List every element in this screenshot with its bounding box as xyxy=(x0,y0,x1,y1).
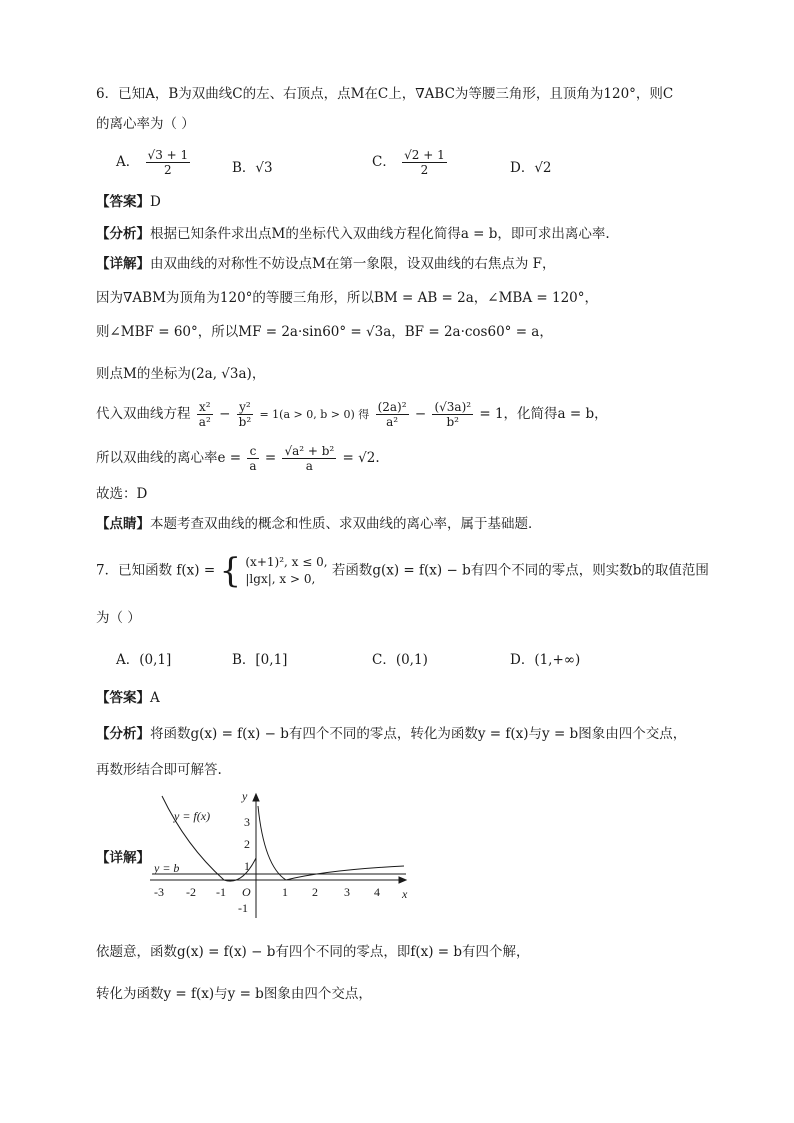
label-y-equals-b: y = b xyxy=(154,861,180,875)
q6-stem-line1: 6．已知A，B为双曲线C的左、右顶点，点M在C上，∇ABC为等腰三角形，且顶角为120°，则C xyxy=(96,86,674,102)
q6-detail6-fraction1 xyxy=(247,444,258,473)
q6-detail-line3: 则∠MBF = 60°，所以MF = 2a·sin60° = √3a，BF = 2a·cos60° = a， xyxy=(96,324,553,340)
q6-detail6-fraction2 xyxy=(282,444,336,473)
q6-detail5-fraction1 xyxy=(197,400,213,429)
xtick-neg3: -3 xyxy=(154,885,164,899)
q6-detail5-f1-den: a² xyxy=(198,415,211,429)
q7-analysis-tag: 【分析】 xyxy=(96,726,150,742)
q7-answer-value: A xyxy=(150,690,160,706)
q6-option-a-denominator: 2 xyxy=(164,163,172,177)
q7-option-d: D．(1,+∞) xyxy=(510,652,581,668)
curve-log xyxy=(258,806,404,880)
origin-label: O xyxy=(242,885,251,899)
q7-case-2: |lgx|, x > 0, xyxy=(245,572,316,586)
q6-option-a-fraction xyxy=(146,148,191,177)
q7-piecewise-brace: { xyxy=(219,551,242,591)
q6-detail5-minus1: − xyxy=(219,406,231,422)
q7-analysis-text: 将函数g(x) = f(x) − b有四个不同的零点，转化为函数y = f(x)与y = b图象由四个交点， xyxy=(150,726,687,742)
q7-stem-line1 xyxy=(96,551,709,591)
q6-detail5-f2-den: b² xyxy=(238,415,252,429)
q6-option-c-denominator: 2 xyxy=(420,163,429,177)
q7-detail-tag-line xyxy=(96,848,150,868)
q6-detail5-f2-num: y² xyxy=(237,400,254,415)
q6-detail-line6 xyxy=(96,444,380,473)
q6-detail-line4: 则点M的坐标为(2a, √3a)， xyxy=(96,366,266,382)
q7-stem-line2: 为（ ） xyxy=(96,610,141,626)
q6-analysis-text: 根据已知条件求出点M的坐标代入双曲线方程化简得a = b，即可求出离心率. xyxy=(150,226,610,242)
q6-point-text: 本题考查双曲线的概念和性质、求双曲线的离心率，属于基础题． xyxy=(150,516,542,532)
q6-detail5-fraction2 xyxy=(237,400,254,429)
q6-option-c xyxy=(372,148,449,177)
xtick-neg2: -2 xyxy=(186,885,196,899)
x-axis-label: x xyxy=(402,887,408,901)
q6-detail5-f4-den: b² xyxy=(446,415,459,429)
q7-detail-tag: 【详解】 xyxy=(96,850,150,866)
q6-detail5-f1-num: x² xyxy=(197,400,213,415)
q6-option-a-label: A． xyxy=(116,154,140,170)
q6-detail6-prefix: 所以双曲线的离心率e = xyxy=(96,450,242,466)
q7-option-a: A．(0,1] xyxy=(116,652,172,668)
ytick-2: 2 xyxy=(244,837,250,851)
q6-detail6-f2-num: √a² + b² xyxy=(284,444,335,458)
q6-detail-tag: 【详解】 xyxy=(96,256,150,272)
q6-detail-line5 xyxy=(96,400,608,429)
q7-analysis-line1 xyxy=(96,724,686,744)
label-y-equals-fx: y = f(x) xyxy=(174,809,211,823)
q6-answer xyxy=(96,192,161,212)
q6-detail5-minus2: − xyxy=(414,406,427,422)
q7-stem-prefix: 7．已知函数 f(x) = xyxy=(96,562,216,579)
q6-detail6-f1-num: c xyxy=(247,444,258,459)
q7-detail-line2: 转化为函数y = f(x)与y = b图象由四个交点， xyxy=(96,986,372,1002)
q6-detail-text1: 由双曲线的对称性不妨设点M在第一象限，设双曲线的右焦点为 F， xyxy=(150,256,556,272)
q7-case-1: (x+1)², x ≤ 0, xyxy=(245,555,328,569)
q6-option-a-numerator: √3 + 1 xyxy=(147,148,189,162)
q7-answer-tag: 【答案】 xyxy=(96,690,150,706)
q6-detail5-f4-num: (√3a)² xyxy=(434,400,472,414)
q6-detail6-f1-den: a xyxy=(249,459,257,473)
x-axis-arrow xyxy=(399,877,406,883)
xtick-3: 3 xyxy=(344,885,350,899)
q6-answer-value: D xyxy=(150,194,161,210)
q6-answer-tag: 【答案】 xyxy=(96,194,150,210)
q6-detail5-fraction4 xyxy=(432,400,473,429)
xtick-neg1: -1 xyxy=(216,885,226,899)
q6-point xyxy=(96,514,542,534)
q6-analysis-tag: 【分析】 xyxy=(96,226,150,242)
q6-detail6-f2-den: a xyxy=(305,459,313,473)
q7-detail-line1: 依题意，函数g(x) = f(x) − b有四个不同的零点，即f(x) = b有四个解， xyxy=(96,944,530,960)
q6-option-c-label: C． xyxy=(372,154,396,170)
q7-analysis-line2: 再数形结合即可解答. xyxy=(96,762,222,778)
q6-detail-line2: 因为∇ABM为顶角为120°的等腰三角形，所以BM = AB = 2a，∠MBA = 120°， xyxy=(96,290,598,306)
q6-detail5-suffix: = 1，化简得a = b， xyxy=(479,406,608,422)
q6-choose: 故选：D xyxy=(96,486,148,502)
q7-option-c: C．(0,1) xyxy=(372,652,428,668)
q7-option-b: B．[0,1] xyxy=(232,652,288,668)
q6-option-c-fraction xyxy=(402,148,447,177)
ytick-1: 1 xyxy=(244,859,250,873)
ytick-neg1: -1 xyxy=(238,901,248,915)
q6-point-tag: 【点睛】 xyxy=(96,516,150,532)
q7-piecewise-cases xyxy=(245,554,327,588)
q7-stem-suffix: 若函数g(x) = f(x) − b有四个不同的零点，则实数b的取值范围 xyxy=(331,562,709,579)
q6-option-c-numerator: √2 + 1 xyxy=(404,148,445,162)
q6-option-b: B．√3 xyxy=(232,160,273,176)
ytick-3: 3 xyxy=(244,815,250,829)
q6-detail5-fraction3 xyxy=(376,400,409,429)
y-axis-arrow xyxy=(253,794,259,801)
xtick-4: 4 xyxy=(374,885,380,899)
xtick-2: 2 xyxy=(312,885,318,899)
q6-detail5-equation-tail: = 1(a > 0, b > 0) 得 xyxy=(259,408,370,421)
q6-option-a xyxy=(116,148,192,177)
y-axis-label: y xyxy=(242,789,248,803)
q6-stem-line2: 的离心率为（ ） xyxy=(96,116,195,132)
function-graph xyxy=(146,786,416,922)
q6-detail-line1 xyxy=(96,254,555,274)
q6-detail5-f3-den: a² xyxy=(386,415,399,429)
q7-answer xyxy=(96,688,160,708)
q6-analysis xyxy=(96,224,610,244)
q6-detail5-prefix: 代入双曲线方程 xyxy=(96,406,191,422)
q6-detail5-f3-num: (2a)² xyxy=(377,400,407,414)
q6-detail6-equals: = xyxy=(264,450,277,466)
q6-option-d: D．√2 xyxy=(510,160,552,176)
xtick-1: 1 xyxy=(282,885,288,899)
q6-detail6-suffix: = √2. xyxy=(342,450,380,466)
